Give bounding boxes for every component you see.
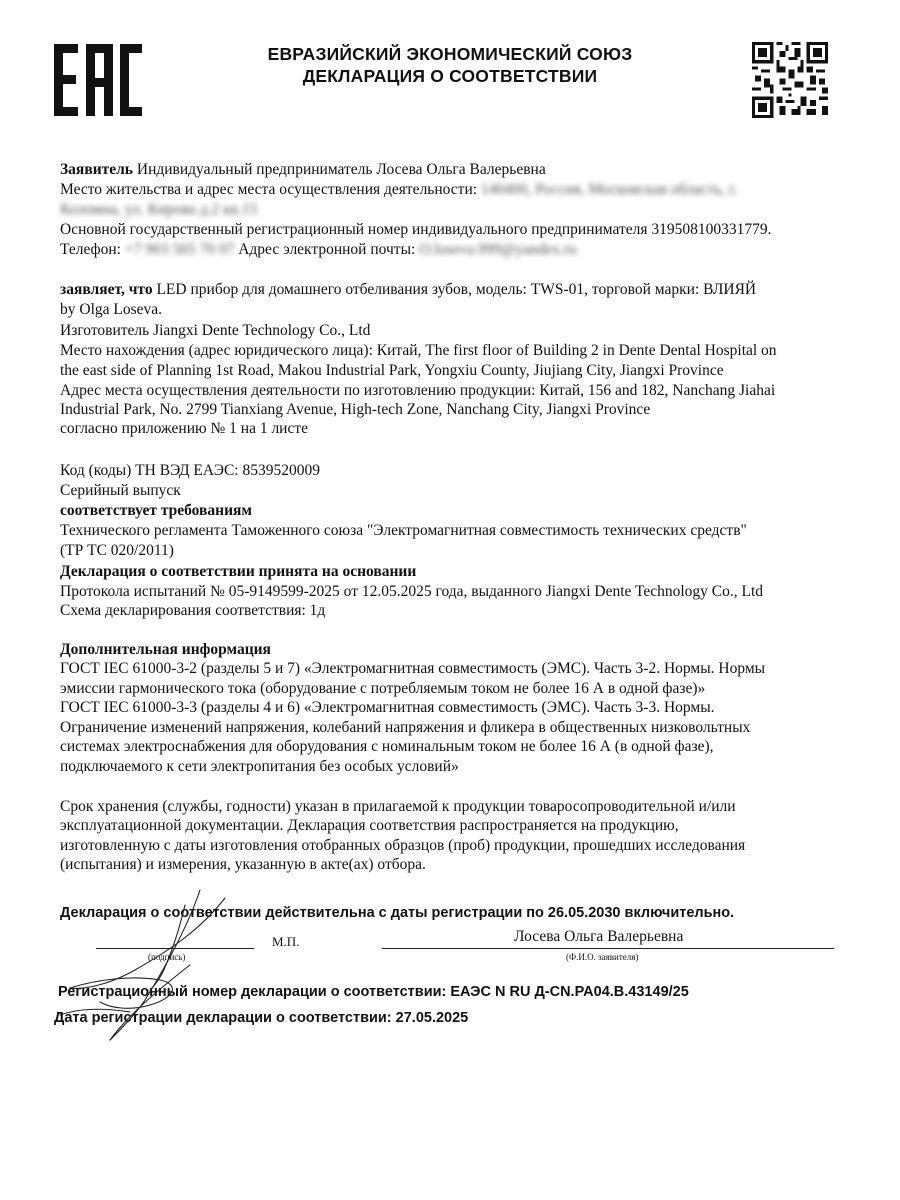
product-brand: by Olga Loseva. [60, 301, 163, 318]
additional-line: подключаемого к сети электропитания без особых условий» [60, 758, 459, 775]
registration-number: Регистрационный номер декларации о соответствии: ЕАЭС N RU Д-CN.PA04.B.43149/25 [58, 984, 689, 1000]
applicant-address-redacted-1: 140400, Россия, Московская область, г. [480, 181, 738, 198]
requirements-line-2: (ТР ТС 020/2011) [60, 542, 174, 559]
applicant-address-line-2 [60, 200, 257, 220]
additional-line: эмиссии гармонического тока (оборудование с потребляемым током не более 16 А в одной фазе)» [60, 680, 706, 697]
manufacturer-location-2: the east side of Planning 1st Road, Makou Industrial Park, Yongxiu County, Jiujiang City, Jiangxi Province [60, 362, 724, 379]
declares-label: заявляет, что [60, 281, 153, 298]
applicant-address-label: Место жительства и адрес места осуществления деятельности: [60, 181, 478, 198]
applicant-address-line [60, 180, 738, 200]
manufacturer: Изготовитель Jiangxi Dente Technology Co., Ltd [60, 322, 371, 339]
signature-caption: (подпись) [148, 952, 186, 962]
applicant-contacts [60, 240, 577, 260]
storage-line: Срок хранения (службы, годности) указан в прилагаемой к продукции товаросопроводительной и/или [60, 798, 736, 815]
applicant-ogrn: Основной государственный регистрационный номер индивидуального предпринимателя 319508100331779. [60, 221, 772, 238]
applicant-address-redacted-2: Коломна, ул. Кирова д.2 кв.15 [60, 201, 258, 218]
header-declaration-title: ДЕКЛАРАЦИЯ О СООТВЕТСТВИИ [302, 66, 598, 86]
applicant-line [60, 160, 546, 180]
email-redacted: O.loseva.999@yandex.ru [419, 241, 577, 258]
additional-line: ГОСТ IEC 61000-3-3 (разделы 4 и 6) «Электромагнитная совместимость (ЭМС). Часть 3-3. Нормы. [60, 699, 715, 716]
applicant-label: Заявитель [60, 161, 134, 178]
applicant-name: Индивидуальный предприниматель Лосева Ольга Валерьевна [136, 161, 546, 178]
signer-name: Лосева Ольга Валерьевна [514, 928, 684, 945]
qr-code-icon [752, 42, 828, 118]
appendix-note: согласно приложению № 1 на 1 листе [60, 420, 309, 437]
requirements-line-1: Технического регламента Таможенного союза "Электромагнитная совместимость технических средств" [60, 522, 747, 539]
serial-release: Серийный выпуск [60, 482, 181, 499]
requirements-label: соответствует требованиям [60, 502, 252, 519]
declares-line-1 [60, 280, 756, 300]
additional-line: Ограничение изменений напряжения, колебаний напряжения и фликера в общественных низковольтных [60, 719, 751, 736]
manufacturer-location-1: Место нахождения (адрес юридического лица): Китай, The first floor of Building 2 in Dente Dental Hospital on [60, 342, 777, 359]
storage-line: эксплуатационной документации. Декларация соответствия распространяется на продукцию, [60, 817, 679, 834]
registration-date: Дата регистрации декларации о соответствии: 27.05.2025 [54, 1010, 469, 1026]
phone-redacted: +7 903 565 70 07 [124, 241, 235, 258]
validity-statement: Декларация о соответствии действительна с даты регистрации по 26.05.2030 включительно. [60, 905, 735, 921]
name-caption: (Ф.И.О. заявителя) [566, 952, 639, 962]
storage-line: (испытания) и измерения, указанную в акте(ах) отбора. [60, 856, 426, 873]
email-label: Адрес электронной почты: [238, 241, 416, 258]
tnved-code: Код (коды) ТН ВЭД ЕАЭС: 8539520009 [60, 462, 320, 479]
additional-line: системах электроснабжения для оборудования с номинальным током не более 16 А (в одной фазе), [60, 738, 714, 755]
eac-logo [52, 42, 144, 118]
signature-line [96, 948, 254, 949]
header-union-title: ЕВРАЗИЙСКИЙ ЭКОНОМИЧЕСКИЙ СОЮЗ [267, 44, 633, 64]
production-address-2: Industrial Park, No. 2799 Tianxiang Avenue, High-tech Zone, Nanchang City, Jiangxi Province [60, 401, 651, 418]
basis-protocol: Протокола испытаний № 05-9149599-2025 от 12.05.2025 года, выданного Jiangxi Dente Technology Co., Ltd [60, 583, 764, 600]
basis-scheme: Схема декларирования соответствия: 1д [60, 602, 326, 619]
phone-label: Телефон: [60, 241, 121, 258]
product-description: LED прибор для домашнего отбеливания зубов, модель: TWS-01, торговой марки: ВЛИЯЙ [156, 281, 757, 298]
additional-label: Дополнительная информация [60, 641, 271, 658]
storage-line: изготовленную с даты изготовления отобранных образцов (проб) продукции, прошедших исследования [60, 837, 746, 854]
additional-line: ГОСТ IEC 61000-3-2 (разделы 5 и 7) «Электромагнитная совместимость (ЭМС). Часть 3-2. Нормы. Нормы [60, 660, 766, 677]
name-line [382, 948, 834, 949]
stamp-placeholder: М.П. [272, 934, 300, 949]
production-address-1: Адрес места осуществления деятельности по изготовлению продукции: Китай, 156 and 182, Nanchang Jiahai [60, 382, 776, 399]
basis-label: Декларация о соответствии принята на основании [60, 563, 417, 580]
